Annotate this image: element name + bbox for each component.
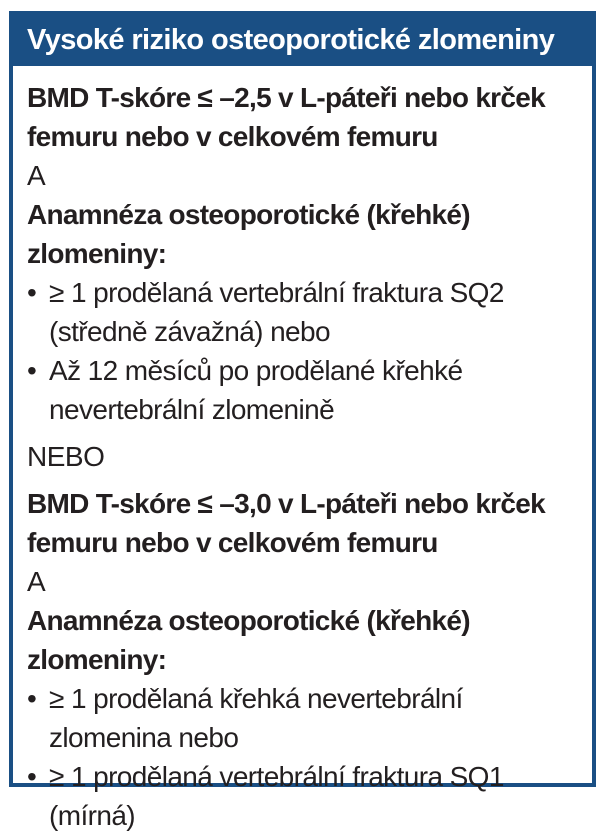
bullet-icon: • — [27, 355, 37, 386]
section-1 — [27, 78, 578, 429]
spacer — [27, 429, 578, 437]
bullet-icon: • — [27, 761, 37, 792]
list-item-line-2: zlomenina nebo — [49, 722, 239, 753]
fracture-list — [27, 273, 578, 429]
list-item-line-1: Až 12 měsíců po prodělané křehké — [49, 355, 463, 386]
bmd-criterion-line-1: BMD T-skóre ≤ –2,5 v L-páteři nebo krček — [27, 82, 546, 113]
list-item-line-2: nevertebrální zlomenině — [49, 394, 335, 425]
list-item-line-1: ≥ 1 prodělaná křehká nevertebrální — [49, 683, 463, 714]
history-heading-line-2: zlomeniny: — [27, 238, 167, 269]
list-item — [27, 757, 578, 835]
bullet-icon: • — [27, 683, 37, 714]
high-risk-criteria-box — [9, 11, 596, 831]
bmd-criterion-line-2: femuru nebo v celkovém femuru — [27, 527, 438, 558]
list-item-line-2: (středně závažná) nebo — [49, 316, 330, 347]
list-item-line-1: ≥ 1 prodělaná vertebrální fraktura SQ1 (mírná) — [49, 761, 504, 831]
and-connector: A — [27, 160, 46, 191]
list-item — [27, 351, 578, 429]
spacer — [27, 476, 578, 484]
list-item — [27, 273, 578, 351]
bmd-criterion-line-2: femuru nebo v celkovém femuru — [27, 121, 438, 152]
bullet-icon: • — [27, 277, 37, 308]
history-heading-line-2: zlomeniny: — [27, 644, 167, 675]
list-item — [27, 679, 578, 757]
list-item-line-1: ≥ 1 prodělaná vertebrální fraktura SQ2 — [49, 277, 504, 308]
or-connector: NEBO — [27, 441, 105, 472]
history-heading-line-1: Anamnéza osteoporotické (křehké) — [27, 605, 470, 636]
box-title: Vysoké riziko osteoporotické zlomeniny — [13, 15, 592, 66]
bmd-criterion-line-1: BMD T-skóre ≤ –3,0 v L-páteři nebo krček — [27, 488, 546, 519]
box-content — [13, 66, 592, 835]
fracture-list — [27, 679, 578, 835]
section-2 — [27, 484, 578, 835]
history-heading-line-1: Anamnéza osteoporotické (křehké) — [27, 199, 470, 230]
and-connector: A — [27, 566, 46, 597]
